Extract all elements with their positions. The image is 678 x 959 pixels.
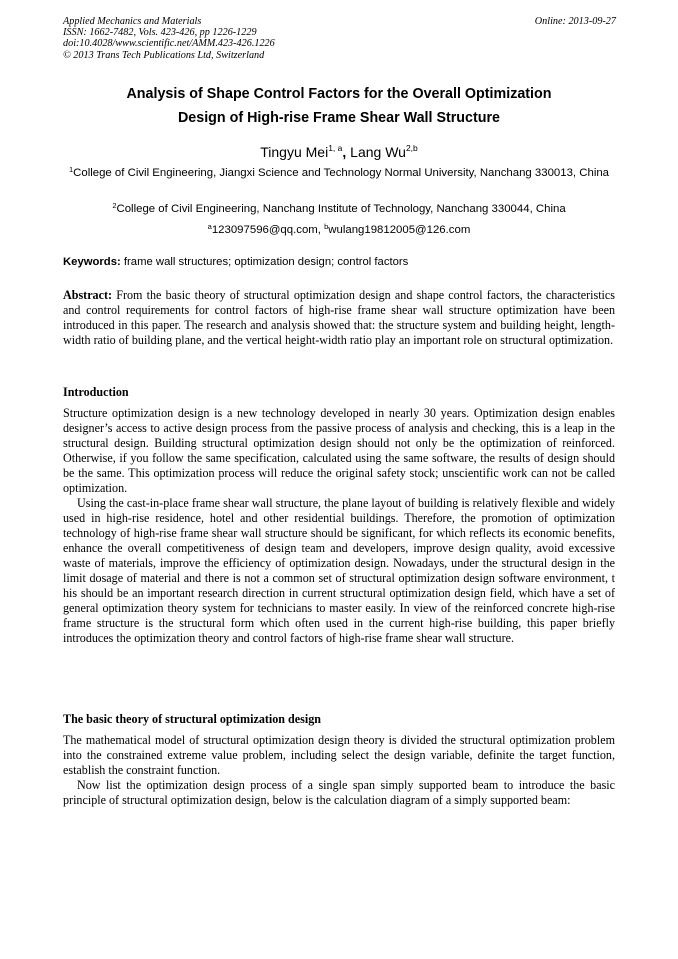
author-2-affil-marker: 2,b: [405, 143, 418, 153]
keywords-text: frame wall structures; optimization design; control factors: [120, 256, 409, 268]
keywords: [63, 255, 615, 269]
title-line-1: Analysis of Shape Control Factors for the Overall Optimization: [126, 86, 552, 102]
section-heading-introduction: Introduction: [63, 385, 129, 399]
abstract-label: Abstract:: [63, 288, 113, 302]
author-separator: ,: [342, 144, 351, 160]
copyright-line: © 2013 Trans Tech Publications Ltd, Switzerland: [63, 49, 265, 61]
intro-paragraph-2: Using the cast-in-place frame shear wall structure, the plane layout of building is relatively flexible and widely used in high-rise residence, hotel and other residential buildings. Therefore, the promotion of optimization technology of high-rise frame shear wall structure should be significant, for which reflects its economic benefits, enhance the overall competitiveness of design team and developers, improve design quality, avoid excessive waste of materials, improve the efficiency of optimization design. Nowadays, under the structural design in the limit dosage of material and there is not a common set of structural optimization design software environment, t his should be an important research direction in current structural optimization design field, which have a set of general optimization theory system for technicians to master easily. In view of the reinforced concrete high-rise frame structure is the structural form which often used in the current high-rise building, this paper briefly introduces the optimization theory and control factors of high-rise frame shear wall structure.: [63, 496, 615, 645]
introduction-section: [63, 406, 615, 646]
author-2: Lang Wu: [350, 144, 406, 160]
author-list: [63, 139, 615, 161]
journal-metadata: [63, 16, 275, 61]
basic-paragraph-2: Now list the optimization design process of a single span simply supported beam to introduce the basic principle of structural optimization design, below is the calculation diagram of a simply supported beam:: [63, 778, 615, 807]
affiliation-1: [63, 163, 615, 180]
affiliation-2-text: College of Civil Engineering, Nanchang Institute of Technology, Nanchang 330044, China: [116, 203, 566, 215]
abstract-paragraph: [63, 288, 615, 348]
section-heading-basic-theory: The basic theory of structural optimization design: [63, 712, 321, 726]
author-1: Tingyu Mei: [260, 144, 329, 160]
online-date: Online: 2013-09-27: [534, 16, 616, 27]
journal-name: Applied Mechanics and Materials: [63, 16, 202, 27]
abstract: [63, 288, 615, 348]
author-emails: [63, 220, 615, 237]
email-b: wulang19812005@126.com: [328, 224, 471, 236]
title-line-2: Design of High-rise Frame Shear Wall Structure: [177, 110, 500, 126]
abstract-text: From the basic theory of structural optimization design and shape control factors, the characteristics and control requirements for control factors of high-rise frame shear wall structure optimization have been introduced in this paper. The research and analysis showed that: the structure system and building height, length-width ratio of building plane, and the vertical height-width ratio play an important role on structural optimization.: [63, 288, 615, 347]
doi-line: doi:10.4028/www.scientific.net/AMM.423-426.1226: [63, 38, 275, 50]
author-1-affil-marker: 1, a: [328, 143, 343, 153]
keywords-label: Keywords:: [63, 256, 121, 268]
basic-theory-section: [63, 733, 615, 808]
affiliation-1-text: College of Civil Engineering, Jiangxi Science and Technology Normal University, Nanchang 330013, China: [73, 167, 610, 179]
paper-title: [63, 82, 615, 130]
affiliation-1-marker: 1: [68, 165, 74, 174]
intro-paragraph-1: Structure optimization design is a new technology developed in nearly 30 years. Optimization design enables designer’s access to active design process from the passive process of analysis and checking, this is a leap in the structural design. Building structural optimization design should not only be the optimization of reinforced. Otherwise, if you follow the same specification, calculated using the same software, the results of design should be the same. This optimization process will reduce the original safety stock; unscientific work can not be called optimization.: [63, 406, 615, 495]
email-a: 123097596@qq.com,: [211, 224, 325, 236]
basic-paragraph-1: The mathematical model of structural optimization design theory is divided the structural optimization problem into the constrained extreme value problem, including select the design variable, definite the target function, establish the constraint function.: [63, 733, 615, 777]
email-b-marker: b: [324, 222, 329, 231]
issn-line: ISSN: 1662-7482, Vols. 423-426, pp 1226-1229: [63, 27, 257, 39]
affiliation-2-marker: 2: [112, 201, 117, 210]
email-a-marker: a: [207, 222, 212, 231]
affiliation-2: [63, 199, 615, 216]
